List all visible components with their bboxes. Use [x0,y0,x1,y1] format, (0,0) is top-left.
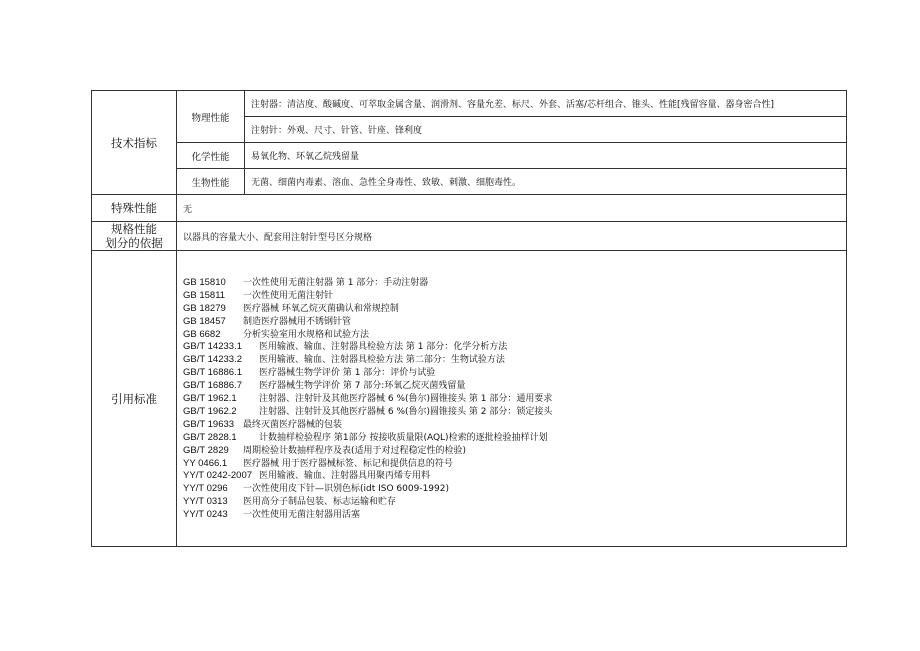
standard-code: GB/T 16886.7 [183,380,242,392]
standard-title: 一次性使用无菌注射器用活塞 [243,510,361,521]
standard-title: 一次性使用无菌注射器 第 1 部分：手动注射器 [243,277,429,288]
physical-needle-text: 注射针：外观、尺寸、针管、针座、锋利度 [245,117,847,143]
standard-code: GB/T 14233.2 [183,354,242,366]
physical-label: 物理性能 [177,91,245,143]
technical-label: 技术指标 [92,91,177,195]
list-item [183,329,846,342]
table-row [92,251,847,547]
list-item [183,470,846,483]
list-item [183,316,846,329]
references-list [177,251,847,547]
standard-title: 注射器、注射针及其他医疗器械 6 %(鲁尔)圆锥接头 第 1 部分：通用要求 [259,394,553,405]
standard-title: 最终灭菌医疗器械的包装 [243,419,343,430]
list-item [183,367,846,380]
spec-basis-label-line2: 划分的依据 [105,236,163,250]
standard-code: YY/T 0242-2007 [183,470,253,482]
standard-title: 医疗器械 环氧乙烷灭菌确认和常规控制 [243,303,399,314]
standard-code: GB/T 16886.1 [183,367,242,379]
spec-basis-text: 以器具的容量大小、配套用注射针型号区分规格 [177,222,847,251]
list-item [183,406,846,419]
special-label: 特殊性能 [92,195,177,222]
standard-title: 分析实验室用水规格和试验方法 [243,329,370,340]
list-item [183,496,846,509]
standard-title: 医疗器械 用于医疗器械标签、标记和提供信息的符号 [243,458,453,469]
standard-code: GB 15811 [183,289,226,301]
table-row [92,195,847,222]
list-item [183,445,846,458]
standard-code: GB/T 2828.1 [183,431,237,443]
standard-code: YY/T 0296 [183,483,228,495]
list-item [183,354,846,367]
standard-title: 制造医疗器械用不锈钢针管 [243,316,352,327]
standard-title: 一次性使用无菌注射针 [243,290,334,301]
standard-title: 医用高分子制品包装、标志运输和贮存 [243,497,397,508]
references-label: 引用标准 [92,251,177,547]
standard-code: YY/T 0243 [183,509,228,521]
spec-table [91,90,847,547]
standard-title: 医用输液、输血、注射器具用聚丙烯专用料 [259,471,431,482]
standard-title: 医用输液、输血、注射器具检验方法 第 1 部分：化学分析方法 [259,342,508,353]
special-text: 无 [177,195,847,222]
chemical-label: 化学性能 [177,143,245,169]
table-row [92,91,847,117]
reference-items [183,277,846,522]
list-item [183,432,846,445]
standard-code: YY 0466.1 [183,457,228,469]
list-item [183,419,846,432]
chemical-text: 易氧化物、环氧乙烷残留量 [245,143,847,169]
standard-code: GB/T 1962.1 [183,393,237,405]
list-item [183,290,846,303]
list-item [183,380,846,393]
biological-label: 生物性能 [177,169,245,195]
standard-title: 医疗器械生物学评价 第 7 部分:环氧乙烷灭菌残留量 [259,381,466,392]
spec-basis-label [92,222,177,251]
list-item [183,483,846,496]
table-row [92,169,847,195]
standard-code: GB/T 14233.1 [183,341,242,353]
standard-code: GB/T 19633 [183,418,235,430]
standard-title: 计数抽样检验程序 第1部分 按接收质量限(AQL)检索的逐批检验抽样计划 [259,432,548,443]
list-item [183,303,846,316]
spec-basis-label-line1: 规格性能 [111,222,157,236]
standard-code: GB 18457 [183,315,226,327]
biological-text: 无菌、细菌内毒素、溶血、急性全身毒性、致敏、刺激、细胞毒性。 [245,169,847,195]
list-item [183,341,846,354]
table-row [92,222,847,251]
standard-code: GB/T 1962.2 [183,405,237,417]
list-item [183,458,846,471]
standard-title: 周期检验计数抽样程序及表(适用于对过程稳定性的检验) [243,445,467,456]
list-item [183,509,846,522]
list-item [183,393,846,406]
standard-title: 医用输液、输血、注射器具检验方法 第二部分：生物试验方法 [259,355,505,366]
standard-title: 医疗器械生物学评价 第 1 部分：评价与试验 [259,368,436,379]
physical-syringe-text: 注射器：清洁度、酸碱度、可萃取金属含量、润滑剂、容量允差、标尺、外套、活塞/芯杆组合、锥头、性能[残留容量、器身密合性] [245,91,847,117]
standard-code: GB 18279 [183,302,226,314]
standard-title: 一次性使用皮下针—识别色标(idt ISO 6009-1992) [243,484,449,495]
list-item [183,277,846,290]
table-row [92,143,847,169]
standard-code: YY/T 0313 [183,496,228,508]
standard-code: GB/T 2829 [183,444,229,456]
standard-title: 注射器、注射针及其他医疗器械 6 %(鲁尔)圆锥接头 第 2 部分：锁定接头 [259,406,553,417]
standard-code: GB 6682 [183,328,221,340]
standard-code: GB 15810 [183,276,226,288]
